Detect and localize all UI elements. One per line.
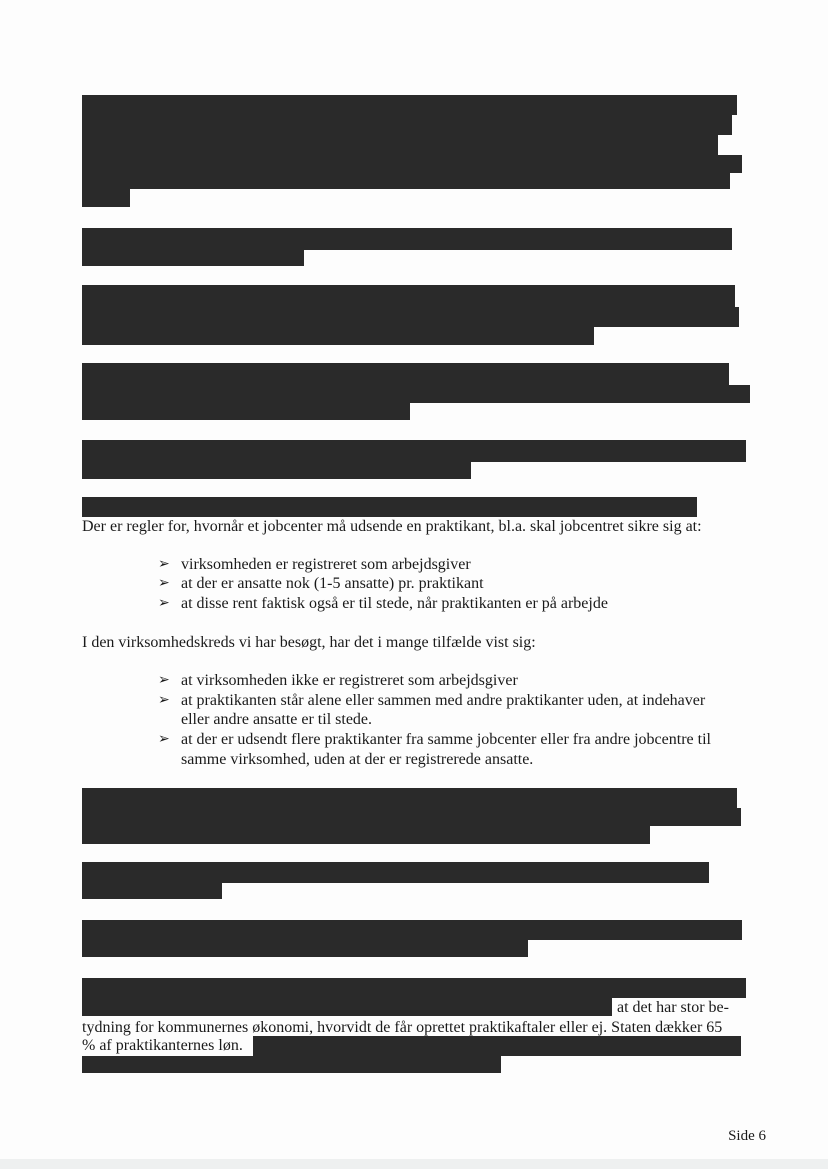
redaction-block <box>82 978 746 998</box>
redaction-block <box>82 862 709 883</box>
redaction-block <box>82 135 718 155</box>
redaction-block <box>82 327 594 345</box>
redaction-block <box>82 403 410 420</box>
redaction-block <box>82 1056 501 1073</box>
redaction-block <box>82 497 697 517</box>
rules-intro-text: Der er regler for, hvornår et jobcenter må udsende en praktikant, bl.a. skal jobcentret sikre sig at: <box>82 518 702 535</box>
redaction-block <box>82 363 729 385</box>
rule-item: virksomheden er registreret som arbejdsgiver <box>181 556 471 573</box>
arrow-bullet-icon: ➢ <box>158 557 170 572</box>
redaction-block <box>82 250 304 266</box>
redaction-block <box>82 998 612 1016</box>
arrow-bullet-icon: ➢ <box>158 693 170 708</box>
closing-text-line: tydning for kommunernes økonomi, hvorvidt de får oprettet praktikaftaler eller ej. Staten dækker 65 <box>82 1019 723 1036</box>
redaction-block <box>82 920 742 940</box>
arrow-bullet-icon: ➢ <box>158 732 170 747</box>
redaction-block <box>82 385 750 403</box>
redaction-block <box>82 155 742 173</box>
closing-text-fragment: at det har stor be- <box>617 999 729 1016</box>
redaction-block <box>253 1036 741 1056</box>
redaction-block <box>82 462 471 479</box>
arrow-bullet-icon: ➢ <box>158 596 170 611</box>
page-number: Side 6 <box>728 1128 766 1144</box>
redaction-block <box>82 189 130 207</box>
findings-intro-text: I den virksomhedskreds vi har besøgt, har det i mange tilfælde vist sig: <box>82 634 536 651</box>
redaction-block <box>82 95 737 115</box>
redaction-block <box>82 115 732 135</box>
redaction-block <box>82 228 732 250</box>
redaction-block <box>82 307 739 327</box>
redaction-block <box>82 788 737 808</box>
finding-item-continuation: eller andre ansatte er til stede. <box>181 711 373 728</box>
redaction-block <box>82 285 735 307</box>
finding-item: at der er udsendt flere praktikanter fra samme jobcenter eller fra andre jobcentre til <box>181 731 711 748</box>
redaction-block <box>82 940 528 957</box>
redaction-block <box>82 883 222 899</box>
redaction-block <box>82 808 741 826</box>
redaction-block <box>82 173 730 189</box>
finding-item: at praktikanten står alene eller sammen med andre praktikanter uden, at indehaver <box>181 692 706 709</box>
closing-text-fragment: % af praktikanternes løn. <box>82 1037 243 1054</box>
rule-item: at der er ansatte nok (1-5 ansatte) pr. praktikant <box>181 575 484 592</box>
rule-item: at disse rent faktisk også er til stede, når praktikanten er på arbejde <box>181 595 608 612</box>
arrow-bullet-icon: ➢ <box>158 673 170 688</box>
arrow-bullet-icon: ➢ <box>158 576 170 591</box>
finding-item: at virksomheden ikke er registreret som arbejdsgiver <box>181 672 518 689</box>
redaction-block <box>82 826 650 844</box>
finding-item-continuation: samme virksomhed, uden at der er registrerede ansatte. <box>181 751 534 768</box>
redaction-block <box>82 440 746 462</box>
scan-edge <box>0 1159 828 1169</box>
